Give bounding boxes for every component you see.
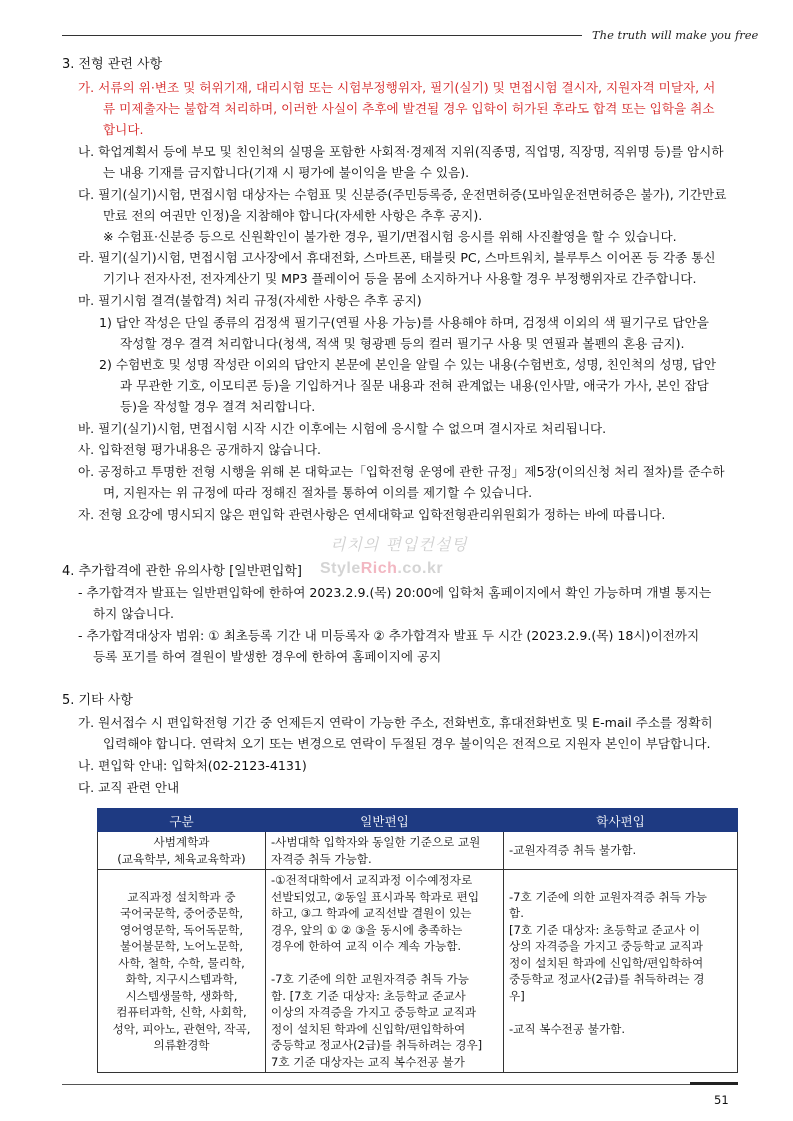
item-ma-sub1-line1: 1) 답안 작성은 단일 종류의 검정색 필기구(연필 사용 가능)를 사용해야 하며, 검정색 이외의 색 필기구로 답안을 — [99, 315, 709, 330]
table-cell-bachelor: -7호 기준에 의한 교원자격증 취득 가능 함. [7호 기준 대상자: 초등학교 준교사 이 상의 자격증을 가지고 중등학교 교직과 정이 설치된 학과에 신입학/편입학하여 중등학교 정교사(2급)를 취득하려는 경 우] -교직 복수전공 불가함. — [504, 870, 738, 1073]
item-ma-line1: 마. 필기시험 결격(불합격) 처리 규정(자세한 사항은 추후 공지) — [78, 293, 422, 308]
header-rule — [62, 35, 582, 36]
item-sa: 사. 입학전형 평가내용은 공개하지 않습니다. — [78, 442, 321, 457]
s4-bullet1-line2: 하지 않습니다. — [93, 606, 174, 621]
section-3-title: 3. 전형 관련 사항 — [62, 57, 163, 72]
item-a-line2: 며, 지원자는 위 규정에 따라 정해진 절차를 통하여 이의를 제기할 수 있습니다. — [103, 485, 533, 500]
watermark-korean: 리치의 편입컨설팅 — [330, 535, 468, 554]
item-ga-line3: 합니다. — [103, 122, 144, 137]
item-ra-line2: 기기나 전자사전, 전자계산기 및 MP3 플레이어 등을 몸에 소지하거나 사용할 경우 부정행위자로 간주합니다. — [103, 271, 697, 286]
s4-bullet2-line1: - 추가합격대상자 범위: ① 최초등록 기간 내 미등록자 ② 추가합격자 발표 두 시간 (2023.2.9.(목) 18시)이전까지 — [78, 628, 700, 643]
item-ga-line1: 가. 서류의 위·변조 및 허위기재, 대리시험 또는 시험부정행위자, 필기(실기) 및 면접시험 결시자, 지원자격 미달자, 서 — [78, 80, 716, 95]
item-da-line2: 만료 전의 여권만 인정)을 지참해야 합니다(자세한 사항은 추후 공지). — [103, 208, 483, 223]
item-na-line1: 나. 학업계획서 등에 부모 및 친인척의 실명을 포함한 사회적·경제적 지위(직종명, 직업명, 직장명, 직위명 등)를 암시하 — [78, 144, 724, 159]
table-row — [98, 870, 738, 1073]
item-a-line1: 아. 공정하고 투명한 전형 시행을 위해 본 대학교는「입학전형 운영에 관한 규정」제5장(이의신청 처리 절차)를 준수하 — [78, 464, 725, 479]
table-cell-general: -①전적대학에서 교직과정 이수예정자로 선발되었고, ②동일 표시과목 학과로 편입 하고, ③그 학과에 교직선발 결원이 있는 경우, 앞의 ① ② ③을 동시에 충족하는 경우에 한하여 교직 이수 계속 가능함. -7호 기준에 의한 교원자격증 취득 가능 함. [7호 기준 대상자: 초등학교 준교사 이상의 자격증을 가지고 중등학교 교직과 정이 설치된 학과에 신입학/편입학하여 중등학교 정교사(2급)를 취득하려는 경우] 7호 기준 대상자는 교직 복수전공 불가 — [266, 870, 504, 1073]
footer-rule — [62, 1084, 738, 1085]
table-cell-bachelor: -교원자격증 취득 불가함. — [504, 832, 738, 870]
table-row — [98, 832, 738, 870]
s4-bullet2-line2: 등록 포기를 하여 결원이 발생한 경우에 한하여 홈페이지에 공지 — [93, 649, 442, 664]
footer-accent-rule — [690, 1082, 738, 1085]
s4-bullet1-line1: - 추가합격자 발표는 일반편입학에 한하여 2023.2.9.(목) 20:00에 입학처 홈페이지에서 확인 가능하며 개별 통지는 — [78, 585, 712, 600]
item-ma-sub2-line1: 2) 수험번호 및 성명 작성란 이외의 답안지 본문에 본인을 알릴 수 있는 내용(수험번호, 성명, 친인척의 성명, 답안 — [99, 357, 717, 372]
item-ba: 바. 필기(실기)시험, 면접시험 시작 시간 이후에는 시험에 응시할 수 없으며 결시자로 처리됩니다. — [78, 421, 607, 436]
table-cell-category: 사범계학과 (교육학부, 체육교육학과) — [98, 832, 266, 870]
item-da-line1: 다. 필기(실기)시험, 면접시험 대상자는 수험표 및 신분증(주민등록증, 운전면허증(모바일운전면허증은 불가), 기간만료 — [78, 187, 727, 202]
item-ra-line1: 라. 필기(실기)시험, 면접시험 고사장에서 휴대전화, 스마트폰, 태블릿 PC, 스마트워치, 블루투스 이어폰 등 각종 통신 — [78, 250, 716, 265]
item-ja: 자. 전형 요강에 명시되지 않은 편입학 관련사항은 연세대학교 입학전형관리위원회가 정하는 바에 따릅니다. — [78, 507, 666, 522]
item-na-line2: 는 내용 기재를 금지합니다(기재 시 평가에 불이익을 받을 수 있음). — [103, 165, 470, 180]
item-ma-sub1-line2: 작성할 경우 결격 처리합니다(청색, 적색 및 형광펜 등의 컬러 필기구 사용 및 연필과 볼펜의 혼용 금지). — [120, 336, 685, 351]
page-number: 51 — [714, 1093, 729, 1107]
item-da-note: ※ 수험표·신분증 등으로 신원확인이 불가한 경우, 필기/면접시험 응시를 위해 사진촬영을 할 수 있습니다. — [103, 229, 677, 244]
s5-ga-line1: 가. 원서접수 시 편입학전형 기간 중 언제든지 연락이 가능한 주소, 전화번호, 휴대전화번호 및 E-mail 주소를 정확히 — [78, 715, 713, 730]
item-ma-sub2-line3: 등)을 작성할 경우 결격 처리합니다. — [120, 399, 316, 414]
table-cell-category: 교직과정 설치학과 중 국어국문학, 중어중문학, 영어영문학, 독어독문학, 불어불문학, 노어노문학, 사학, 철학, 수학, 물리학, 화학, 지구시스템과학, 시스템생물학, 생화학, 컴퓨터과학, 신학, 사회학, 성악, 피아노, 관현악, 작곡, 의류환경학 — [98, 870, 266, 1073]
header-motto: The truth will make you free — [592, 28, 759, 42]
s5-na: 나. 편입학 안내: 입학처(02-2123-4131) — [78, 758, 307, 773]
teaching-cert-table — [97, 808, 738, 1073]
item-ga-line2: 류 미제출자는 불합격 처리하며, 이러한 사실이 추후에 발견될 경우 입학이 허가된 후라도 합격 또는 입학을 취소 — [103, 101, 715, 116]
s5-da: 다. 교직 관련 안내 — [78, 780, 180, 795]
item-ma-sub2-line2: 과 무관한 기호, 이모티콘 등)을 기입하거나 질문 내용과 전혀 관계없는 내용(인사말, 애국가 가사, 본인 잡담 — [120, 378, 709, 393]
table-header-general-transfer: 일반편입 — [266, 809, 504, 832]
section-4-title: 4. 추가합격에 관한 유의사항 [일반편입학] — [62, 564, 303, 579]
s5-ga-line2: 입력해야 합니다. 연락처 오기 또는 변경으로 연락이 두절된 경우 불이익은 전적으로 지원자 본인이 부담합니다. — [103, 736, 711, 751]
watermark-url: StyleRich.co.kr — [320, 560, 444, 577]
table-cell-general: -사범대학 입학자와 동일한 기준으로 교원 자격증 취득 가능함. — [266, 832, 504, 870]
section-5-title: 5. 기타 사항 — [62, 693, 133, 708]
table-header-category: 구분 — [98, 809, 266, 832]
table-header-bachelor-transfer: 학사편입 — [504, 809, 738, 832]
